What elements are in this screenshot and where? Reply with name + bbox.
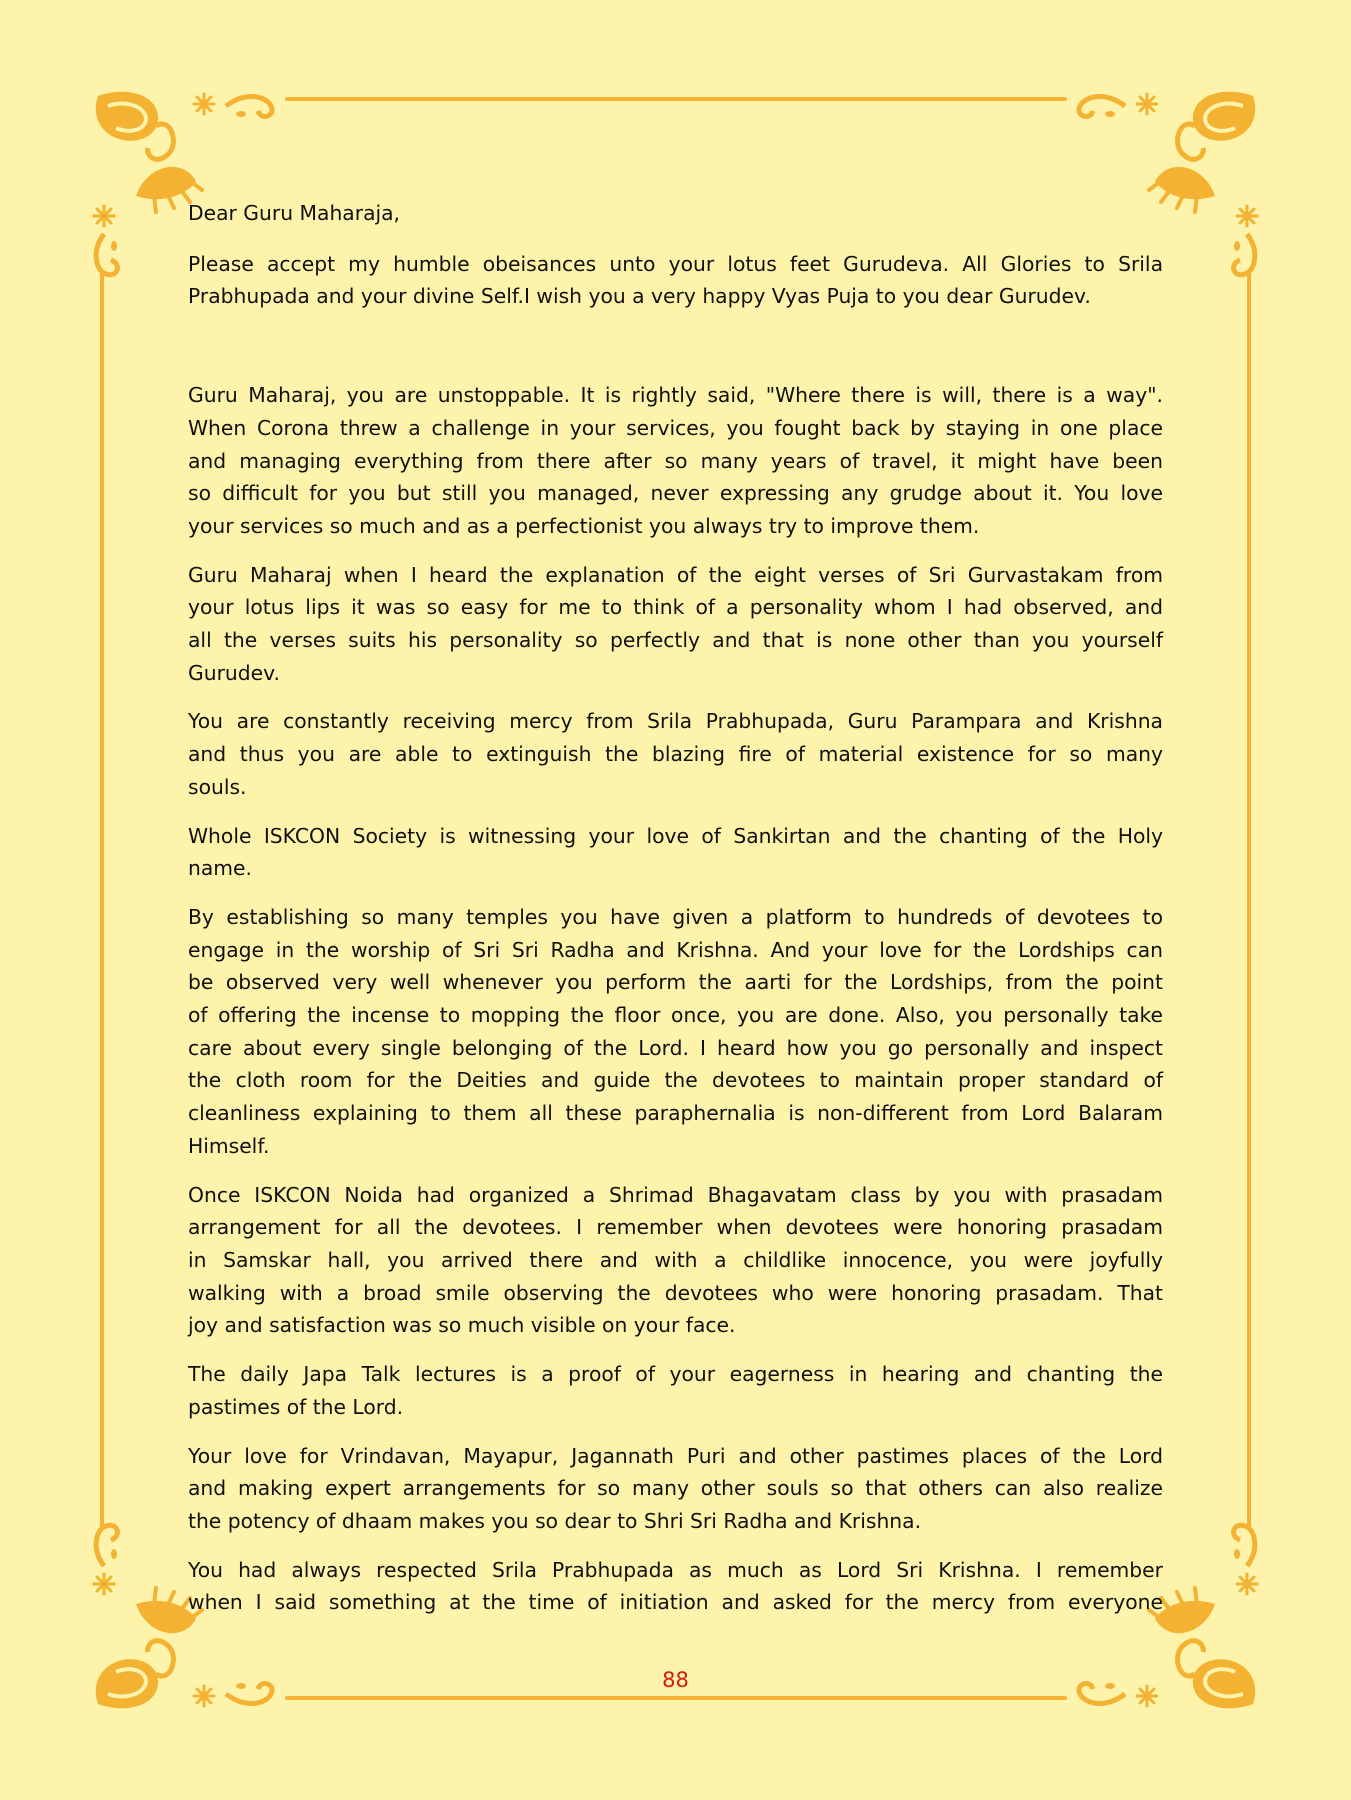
salutation-line: Dear Guru Maharaja, xyxy=(188,201,401,225)
page-number: 88 xyxy=(662,1668,689,1692)
text-line: and making expert arrangements for so many other souls so that others can also realize xyxy=(188,1476,1163,1501)
text-line: Prabhupada and your divine Self.I wish you a very happy Vyas Puja to you dear Gurudev. xyxy=(188,284,1091,309)
text-line: Please accept my humble obeisances unto your lotus feet Gurudeva. All Glories to Srila xyxy=(188,251,1163,276)
paragraph xyxy=(188,248,1163,313)
text-line: your lotus lips it was so easy for me to think of a personality whom I had observed, and xyxy=(188,595,1163,620)
salutation xyxy=(188,197,1163,230)
text-line: Whole ISKCON Society is witnessing your love of Sankirtan and the chanting of the Holy xyxy=(188,823,1163,848)
text-line: joy and satisfaction was so much visible on your face. xyxy=(188,1313,736,1338)
paragraph xyxy=(188,820,1163,885)
text-line: when I said something at the time of initiation and asked for the mercy from everyone xyxy=(188,1590,1163,1615)
text-line: arrangement for all the devotees. I remember when devotees were honoring prasadam xyxy=(188,1215,1163,1240)
text-line: and managing everything from there after so many years of travel, it might have been xyxy=(188,448,1163,473)
paragraph xyxy=(188,901,1163,1163)
text-line: engage in the worship of Sri Sri Radha and Krishna. And your love for the Lordships can xyxy=(188,937,1163,962)
text-line: the potency of dhaam makes you so dear to Shri Sri Radha and Krishna. xyxy=(188,1508,922,1533)
text-line: By establishing so many temples you have given a platform to hundreds of devotees to xyxy=(188,904,1163,929)
text-line: You had always respected Srila Prabhupada as much as Lord Sri Krishna. I remember xyxy=(188,1557,1163,1582)
text-line: walking with a broad smile observing the devotees who were honoring prasadam. That xyxy=(188,1280,1163,1305)
text-line: Once ISKCON Noida had organized a Shrimad Bhagavatam class by you with prasadam xyxy=(188,1182,1163,1207)
paragraph xyxy=(188,1440,1163,1538)
text-line: The daily Japa Talk lectures is a proof of your eagerness in hearing and chanting the xyxy=(188,1362,1163,1387)
text-line: You are constantly receiving mercy from Srila Prabhupada, Guru Parampara and Krishna xyxy=(188,709,1163,734)
text-line: Gurudev. xyxy=(188,660,280,685)
text-line: be observed very well whenever you perform the aarti for the Lordships, from the point xyxy=(188,970,1163,995)
paragraph xyxy=(188,1358,1163,1423)
text-line: souls. xyxy=(188,774,247,799)
text-line: name. xyxy=(188,856,252,881)
frame-left-line xyxy=(100,272,104,1528)
text-line: your services so much and as a perfectionist you always try to improve them. xyxy=(188,513,980,538)
frame-top-line xyxy=(285,97,1067,101)
paragraph xyxy=(188,559,1163,690)
text-line: and thus you are able to extinguish the blazing fire of material existence for so many xyxy=(188,742,1163,767)
paragraph xyxy=(188,705,1163,803)
paragraph xyxy=(188,1554,1163,1619)
paragraph xyxy=(188,379,1163,543)
paragraph xyxy=(188,1179,1163,1343)
text-line: in Samskar hall, you arrived there and with a childlike innocence, you were joyfully xyxy=(188,1247,1163,1272)
text-line: all the verses suits his personality so perfectly and that is none other than you yourself xyxy=(188,628,1163,653)
text-line: When Corona threw a challenge in your services, you fought back by staying in one place xyxy=(188,415,1163,440)
text-line: Guru Maharaj, you are unstoppable. It is rightly said, "Where there is will, there is a way". xyxy=(188,383,1163,408)
text-line: care about every single belonging of the Lord. I heard how you go personally and inspect xyxy=(188,1035,1163,1060)
text-line: cleanliness explaining to them all these paraphernalia is non-different from Lord Balaram xyxy=(188,1101,1163,1126)
text-line: so difficult for you but still you managed, never expressing any grudge about it. You love xyxy=(188,481,1163,506)
text-line: of offering the incense to mopping the floor once, you are done. Also, you personally take xyxy=(188,1003,1163,1028)
text-line: the cloth room for the Deities and guide the devotees to maintain proper standard of xyxy=(188,1068,1163,1093)
text-line: Guru Maharaj when I heard the explanation of the eight verses of Sri Gurvastakam from xyxy=(188,562,1163,587)
letter-body xyxy=(188,197,1163,1635)
text-line: Your love for Vrindavan, Mayapur, Jagannath Puri and other pastimes places of the Lord xyxy=(188,1443,1163,1468)
text-line: Himself. xyxy=(188,1133,270,1158)
frame-bottom-line xyxy=(285,1696,1067,1700)
text-line: pastimes of the Lord. xyxy=(188,1394,404,1419)
frame-right-line xyxy=(1247,272,1251,1528)
